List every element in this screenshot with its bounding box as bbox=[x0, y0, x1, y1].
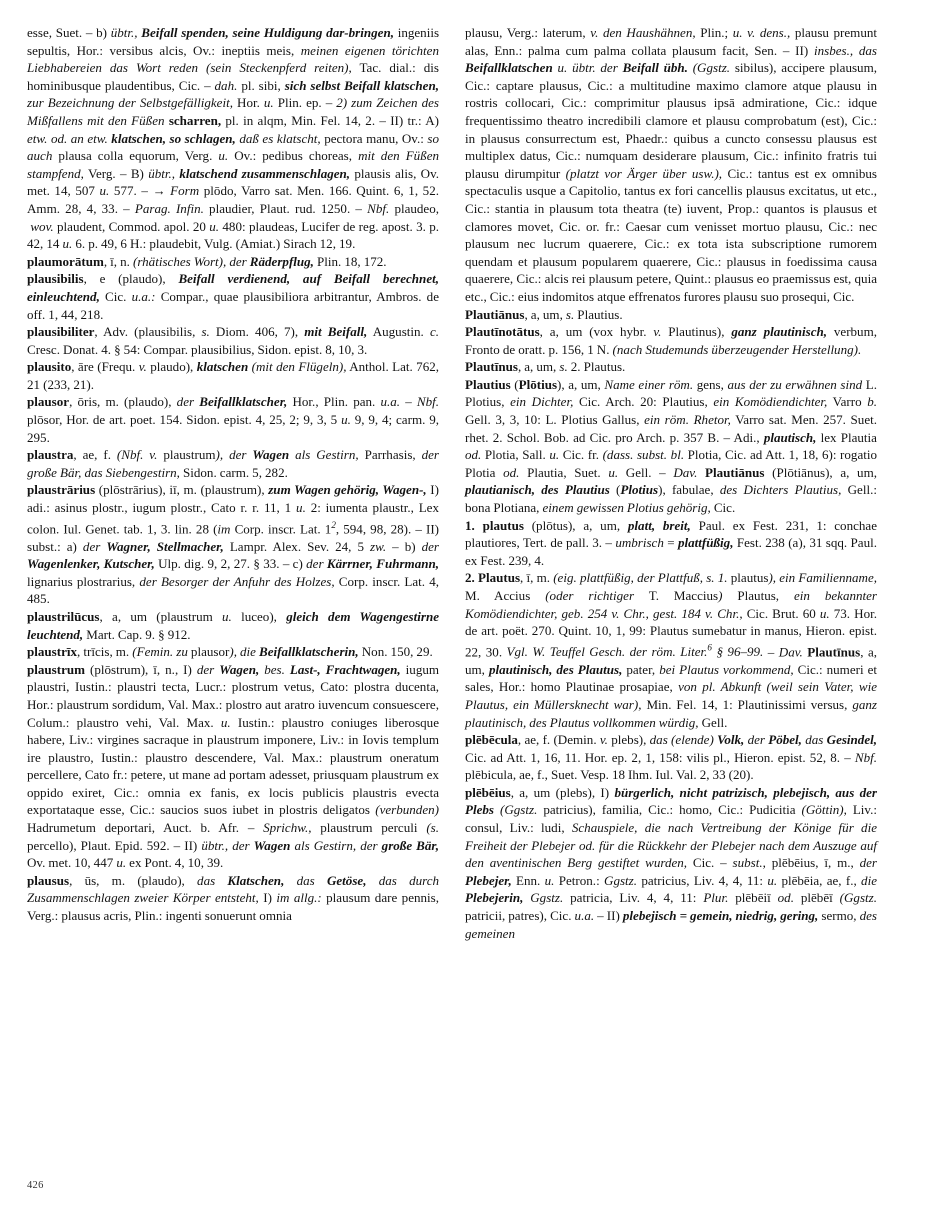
two-column-text-body bbox=[27, 24, 908, 1164]
dictionary-entry-continuation: plausu, Verg.: laterum, v. den Haushähnen, Plin.; u. v. dens., plausu premunt alas, Enn.: palma cum palma collata plausum facit, Sen. – II) insbes., das Beifallklatschen u. übtr. der Beifall übh. (Ggstz. sibilus), accipere plausum, Cic.: captare plausus, Cic.: a multitudine maximo clamore atque plausu in rostris collocari, Cic.: comprimitur plausus ipsā admiratione, Cic.: idque frequentissimo theatro incredibili clamore et plausu comprobatum (est), Cic.: in plausus consurrectum est, Phaedr.: quibus a cuncto consessu plausus est multiplex datus, Cic.: numquam desiderare plausum, Cic.: infinito fratris tui plausu dirumpitur (platzt vor Ärger über usw.), Cic.: tantus est ex omnibus spectaculis usque a Capitolio, tantus ex fori cancellis plausus excitatus, ut etc., Cic.: stantia in plausum tota theatra (te) iuvent, Prop.: quantos is plausus et clamores movet, Cic. or. fr.: Caesar cum venisset mortuo plausu, Cic.: nec plausum nec lucrum quaerere, Cic.: ex tota ista subscriptione rumorem quendam et plausum popularem quaerere, Cic.: plausus in foedissima causa quaerere, Cic.: alcis rei plausum petere, Quint.: plausus eo praemissus est, quia etc., Cic.: eius indomitos atque effrenatos furores plausu suo prosequi, Cic. bbox=[465, 25, 878, 304]
dictionary-entry: plausito, āre (Frequ. v. plaudo), klatschen (mit den Flügeln), Anthol. Lat. 762, 21 (233, 21). bbox=[27, 359, 440, 392]
dictionary-entry: plaustrum (plōstrum), ī, n., I) der Wagen, bes. Last-, Frachtwagen, iugum plaustri, Iustin.: plaustri tecta, Lucr.: plostrum vetus, Cato: plostra ducenta, Hor.: plaustrum sordidum, Val. Max.: plostro aut aratro iuvencum consuescere, Colum.: plaustro vehi, Val. Max. u. Iustin.: plaustro coniuges liberosque habere, Liv.: virgines sacraque in plaustrum imponere, Liv.: in Iovis templum ire plaustro, Iustin.: plaustro descendere, Val. Max.: plaustrum oneratum percellere, Cato fr.: petere, ut mane ad portam adesset, priusquam plaustrum ex oppido exiret, Cic.: omnia ex fanis, ex locis publicis plaustris evecta exportataque esse, Cic.: saucios suos iubet in plostris deligatos (verbunden) Hadrumetum deportari, Auct. b. Afr. – Sprichw., plaustrum perculi (s. percello), Plaut. Epid. 592. – II) übtr., der Wagen als Gestirn, der große Bär, Ov. met. 10, 447 u. ex Pont. 4, 10, 39. bbox=[27, 661, 440, 871]
dictionary-entry: Plautīnus, a, um, s. 2. Plautus. bbox=[465, 359, 626, 375]
dictionary-entry: plaustra, ae, f. (Nbf. v. plaustrum), der Wagen als Gestirn, Parrhasis, der große Bär, das Siebengestirn, Sidon. carm. 5, 282. bbox=[27, 447, 440, 480]
dictionary-entry: plaustrilūcus, a, um (plaustrum u. luceo), gleich dem Wagengestirne leuchtend, Mart. Cap. 9. § 912. bbox=[27, 608, 440, 642]
dictionary-entry: plaumorātum, ī, n. (rhätisches Wort), der Räderpflug, Plin. 18, 172. bbox=[27, 253, 387, 269]
dictionary-entry: plaustrīx, trīcis, m. (Femin. zu plausor), die Beifallklatscherin, Non. 150, 29. bbox=[27, 644, 433, 660]
page-number: 426 bbox=[27, 1180, 44, 1191]
dictionary-entry: plausibiliter, Adv. (plausibilis, s. Diom. 406, 7), mit Beifall, Augustin. c. Cresc. Donat. 4. § 54: Compar. plausibilius, Sidon. epist. 8, 10, 3. bbox=[27, 324, 439, 357]
dictionary-entry: plausor, ōris, m. (plaudo), der Beifallklatscher, Hor., Plin. pan. u.a. – Nbf. plōsor, Hor. de art. poet. 154. Sidon. epist. 4, 25, 2; 9, 3, 5 u. 9, 9, 4; carm. 9, 295. bbox=[27, 394, 439, 445]
dictionary-entry: plēbēius, a, um (plebs), I) bürgerlich, nicht patrizisch, plebejisch, aus der Plebs (Ggstz. patricius), familia, Cic.: homo, Cic.: Pudicitia (Göttin), Liv.: consul, Liv.: ludi, Schauspiele, die nach Vertreibung der Könige für die Freiheit der Plebejer od. für die Rückkehr der Plebejer nach dem Auszuge auf den aventinischen Berg gestiftet wurden, Cic. – subst., plēbēius, ī, m., der Plebejer, Enn. u. Petron.: Ggstz. patricius, Liv. 4, 4, 11: u. plēbēia, ae, f., die Plebejerin, Ggstz. patricia, Liv. 4, 4, 11: Plur. plēbēiī od. plēbēī (Ggstz. patricii, patres), Cic. u.a. – II) plebejisch = gemein, niedrig, gering, sermo, des gemeinen bbox=[465, 784, 878, 941]
right-text-column bbox=[465, 24, 877, 1164]
dictionary-entry: 2. Plautus, ī, m. (eig. plattfüßig, der Plattfuß, s. 1. plautus), ein Familienname, M. Accius (oder richtiger T. Maccius) Plautus, ein bekannter Komödiendichter, geb. 254 v. Chr., gest. 184 v. Chr., Cic. Brut. 60 u. 73. Hor. de art. poët. 270. Quint. 10, 1, 99: Plautus sumebatur in manus, Hieron. epist. 22, 30. Vgl. W. Teuffel Gesch. der röm. Liter.$^6$ § 96–99. – Dav. Plautīnus, a, um, plautinisch, des Plautus, pater, bei Plautus vorkommend, Cic.: numeri et sales, Hor.: homo Plautinae prosapiae, von pl. Abkunft (weil sein Vater, wie Plautus, ein Müllersknecht war), Min. Fel. 14, 1: Plautinissimi versus, ganz plautinisch, des Plautus vollkommen würdig, Gell. bbox=[465, 570, 878, 730]
dictionary-entry: plausibilis, e (plaudo), Beifall verdienend, auf Beifall berechnet, einleuchtend, Cic. u.a.: Compar., quae plausibiliora arbitrantur, Ambros. de off. 1, 44, 218. bbox=[27, 271, 439, 322]
left-text-column bbox=[27, 24, 439, 1164]
dictionary-entry-continuation: esse, Suet. – b) übtr., Beifall spenden, seine Huldigung dar-bringen, ingeniis sepultis, Hor.: versibus alcis, Ov.: ineptiis meis, meinen eigenen törichten Liebhabereien das Wort reden (sein Steckenpferd reiten), Tac. dial.: dis hominibusque plaudentibus, Cic. – dah. pl. sibi, sich selbst Beifall klatschen, zur Bezeichnung der Selbstgefälligkeit, Hor. u. Plin. ep. – 2) zum Zeichen des Mißfallens mit den Füßen scharren, pl. in alqm, Min. Fel. 14, 2. – II) tr.: A) etw. od. an etw. klatschen, so schlagen, daß es klatscht, pectora manu, Ov.: so auch plausa colla equorum, Verg. u. Ov.: pedibus choreas, mit den Füßen stampfend, Verg. – B) übtr., klatschend zusammenschlagen, plausis alis, Ov. met. 14, 507 u. 577. – → Form plōdo, Varro sat. Men. 166. Quint. 6, 1, 52. Amm. 28, 4, 33. – Parag. Infin. plaudier, Plaut. rud. 1250. – Nbf. plaudeo, wov. plaudent, Commod. apol. 20 u. 480: plaudeas, Lucifer de reg. apost. 3. p. 42, 14 u. 6. p. 49, 6 H.: plaudebit, Vulg. (Amiat.) Sirach 12, 19. bbox=[27, 25, 440, 252]
dictionary-entry: plaustrārius (plōstrārius), iī, m. (plaustrum), zum Wagen gehörig, Wagen-, I) adi.: asinus plostr., iugum plostr., Cato r. r. 11, 1 u. 2: iumenta plaustr., Lex colon. Iul. Genet. tab. 1, 3. lin. 28 (im Corp. inscr. Lat. $1^2$, 594, 98, 28). – II) subst.: a) der Wagner, Stellmacher, Lampr. Alex. Sev. 24, 5 zw. – b) der Wagenlenker, Kutscher, Ulp. dig. 9, 2, 27. § 33. – c) der Kärrner, Fuhrmann, lignarius plostrarius, der Besorger der Anfuhr des Holzes, Corp. inscr. Lat. 4, 485. bbox=[27, 482, 440, 607]
dictionary-entry: plēbēcula, ae, f. (Demin. v. plebs), das (elende) Volk, der Pöbel, das Gesindel, Cic. ad Att. 1, 16, 11. Hor. ep. 2, 1, 158: vilis pl., Hieron. epist. 52, 8. – Nbf. plēbicula, ae, f., Suet. Vesp. 18 Ihm. Iul. Val. 2, 33 (20). bbox=[465, 732, 878, 783]
dictionary-entry: 1. plautus (plōtus), a, um, platt, breit, Paul. ex Fest. 231, 1: conchae plautiores, Tert. de pall. 3. – umbrisch = plattfüßig, Fest. 238 (a), 31 sqq. Paul. ex Fest. 239, 4. bbox=[465, 517, 877, 568]
dictionary-entry: Plautiānus, a, um, s. Plautius. bbox=[465, 306, 623, 322]
dictionary-entry: Plautīnotātus, a, um (vox hybr. v. Plautinus), ganz plautinisch, verbum, Fronto de oratt. p. 156, 1 N. (nach Studemunds überzeugender Herstellung). bbox=[465, 324, 877, 357]
dictionary-entry: Plautius (Plōtius), a, um, Name einer röm. gens, aus der zu erwähnen sind L. Plotius, ein Dichter, Cic. Arch. 20: Plautius, ein Komödiendichter, Varro b. Gell. 3, 3, 10: L. Plotius Gallus, ein röm. Rhetor, Varro sat. Men. 257. Suet. rhet. 2. Schol. Bob. ad Cic. pro Arch. p. 357 B. – Adi., plautisch, lex Plautia od. Plotia, Sall. u. Cic. fr. (dass. subst. bl. Plotia, Cic. ad Att. 1, 18, 6): rogatio Plotia od. Plautia, Suet. u. Gell. – Dav. Plautiānus (Plōtiānus), a, um, plautianisch, des Plautius (Plotius), fabulae, des Dichters Plautius, Gell.: bona Plotiana, einem gewissen Plotius gehörig, Cic. bbox=[465, 376, 878, 516]
dictionary-entry: plausus, ūs, m. (plaudo), das Klatschen, das Getöse, das durch Zusammenschlagen zweier Körper entsteht, I) im allg.: plausum dare pennis, Verg.: plausus acris, Plin.: ingenti sonuerunt omnia bbox=[27, 872, 440, 924]
